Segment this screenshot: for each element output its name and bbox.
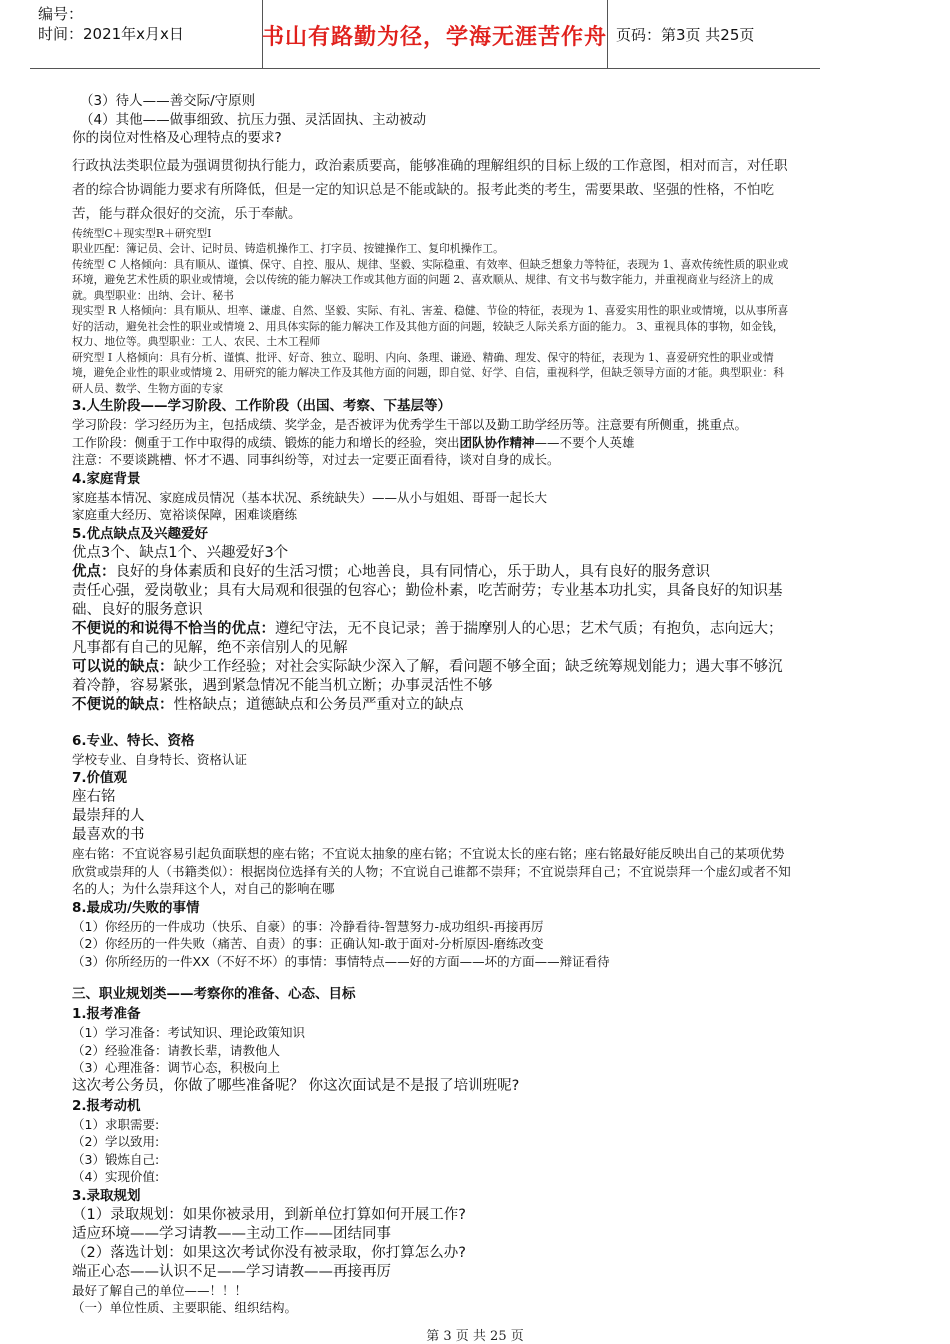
text-line: 工作阶段：侧重于工作中取得的成绩、锻炼的能力和增长的经验，突出团队协作精神——不要个人英雄 [72, 434, 635, 450]
text-line: 你的岗位对性格及心理特点的要求? [72, 130, 282, 146]
header-date: 时间：2021年x月x日 [38, 25, 184, 43]
text-line: （2）你经历的一件失败（痛苦、自责）的事：正确认知-敢于面对-分析原因-磨练改变 [72, 936, 544, 951]
text-line: 传统型C＋现实型R＋研究型I [72, 226, 212, 240]
spacer [72, 715, 792, 731]
paragraph: 行政执法类职位最为强调贯彻执行能力，政治素质要高，能够准确的理解组织的目标上级的工作意图，相对而言，对任职者的综合协调能力要求有所降低，但是一定的知识总是不能或缺的。报考此类的考生，需要果敢、坚强的性格，不怕吃苦，能与群众很好的交流，乐于奉献。 [72, 157, 788, 222]
text-line: （2）经验准备：请教长辈，请教他人 [72, 1042, 280, 1058]
text-line: 职业匹配：簿记员、会计、记时员、铸造机操作工、打字员、按键操作工、复印机操作工。 [72, 242, 504, 255]
text-line: （3）锻炼自己: [72, 1151, 160, 1167]
page-header [30, 0, 820, 69]
text-line: （3）待人——善交际/守原则 [80, 93, 256, 109]
text-line: 最好了解自己的单位——！！！ [72, 1282, 248, 1298]
text-line: 座右铭 [72, 789, 116, 805]
section-heading: 8.最成功/失败的事情 [72, 899, 200, 916]
header-divider [607, 0, 608, 68]
section-heading: 三、职业规划类——考察你的准备、心态、目标 [72, 986, 356, 1002]
text-line: （4）实现价值: [72, 1169, 160, 1184]
section-heading: 4.家庭背景 [72, 470, 141, 487]
text-line: （2）落选计划：如果这次考试你没有被录取，你打算怎么办? [72, 1244, 466, 1261]
text-line: 这次考公务员，你做了哪些准备呢？ 你这次面试是不是报了培训班呢? [72, 1077, 520, 1094]
header-number-label: 编号： [38, 5, 84, 23]
text-line: （一）单位性质、主要职能、组织结构。 [72, 1300, 298, 1315]
text-line: （4）其他——做事细致、抗压力强、灵活固执、主动被动 [80, 111, 427, 128]
paragraph: 不便说的和说得不恰当的优点：遵纪守法，无不良记录；善于揣摩别人的心思；艺术气质；有抱负，志向远大；凡事都有自己的见解，绝不亲信别人的见解 [72, 620, 783, 656]
section-heading: 3.人生阶段——学习阶段、工作阶段（出国、考察、下基层等） [72, 398, 452, 414]
paragraph: 可以说的缺点：缺少工作经验；对社会实际缺少深入了解，看问题不够全面；缺乏统筹规划能力；遇大事不够沉着冷静，容易紧张，遇到紧急情况不能当机立断；办事灵活性不够 [72, 658, 783, 694]
text-line: 端正心态——认识不足——学习请教——再接再厉 [72, 1263, 391, 1280]
section-heading: 6.专业、特长、资格 [72, 732, 195, 749]
paragraph: 座右铭：不宜说容易引起负面联想的座右铭；不宜说太抽象的座右铭；不宜说太长的座右铭；座右铭最好能反映出自己的某项优势 [72, 846, 785, 861]
text-line: 学校专业、自身特长、资格认证 [72, 751, 248, 767]
text-line: （3）心理准备：调节心态，积极向上 [72, 1060, 280, 1075]
paragraph: 欣赏或崇拜的人（书籍类似）：根据岗位选择有关的人物；不宜说自己谁都不崇拜；不宜说崇拜自己；不宜说崇拜一个虚幻或者不知名的人；为什么崇拜这个人，对自己的影响在哪 [72, 863, 791, 896]
header-meta [38, 4, 260, 44]
text-line: 家庭重大经历、宽裕谈保障，困难谈磨练 [72, 507, 298, 522]
header-page-info: 页码：第3页 共25页 [616, 26, 755, 44]
paragraph: 研究型 I 人格倾向：具有分析、谨慎、批评、好奇、独立、聪明、内向、条理、谦逊、精确、理发、保守的特征，表现为 1、喜爱研究性的职业或情境，避免企业性的职业或情境 2、用研究的能力解决工作及其他方面的问题，即自觉、好学、自信，重视科学，但缺乏领导方面的才能。典型职业：科研人员、数学、生物方面的专家 [72, 350, 785, 395]
section-heading: 2.报考动机 [72, 1097, 141, 1114]
paragraph: 现实型 R 人格倾向：具有顺从、坦率、谦虚、自然、坚毅、实际、有礼、害羞、稳健、节俭的特征，表现为 1、喜爱实用性的职业或情境，以从事所喜好的活动，避免社会性的职业或情境 2、用具体实际的能力解决工作及其他方面的问题，较缺乏人际关系方面的能力。 3、重视具体的事物，如金钱，权力、地位等。典型职业：工人、农民、土木工程师 [72, 304, 789, 348]
text-line: 学习阶段：学习经历为主，包括成绩、奖学金，是否被评为优秀学生干部以及勤工助学经历等。注意要有所侧重，挑重点。 [72, 417, 748, 432]
text-line: （1）录取规划：如果你被录用，到新单位打算如何开展工作? [72, 1206, 466, 1223]
text-line: （1）学习准备：考试知识、理论政策知识 [72, 1025, 305, 1040]
text-line: （1）你经历的一件成功（快乐、自豪）的事：冷静看待-智慧努力-成功组织-再接再厉 [72, 918, 544, 934]
section-heading: 3.录取规划 [72, 1187, 141, 1204]
text-line: 优点：良好的身体素质和良好的生活习惯；心地善良，具有同情心，乐于助人，具有良好的服务意识 [72, 563, 710, 580]
text-line: （3）你所经历的一件XX（不好不坏）的事情：事情特点——好的方面——坏的方面——辩证看待 [72, 953, 610, 969]
text-line: 家庭基本情况、家庭成员情况（基本状况、系统缺失）——从小与姐姐、哥哥一起长大 [72, 489, 548, 505]
section-heading: 5.优点缺点及兴趣爱好 [72, 525, 209, 542]
paragraph: 责任心强，爱岗敬业；具有大局观和很强的包容心；勤俭朴素，吃苦耐劳；专业基本功扎实，具备良好的知识基础、良好的服务意识 [72, 582, 783, 618]
text-line: （2）学以致用: [72, 1134, 160, 1149]
document-body [72, 92, 792, 1317]
page-footer: 第 3 页 共 25 页 [426, 1329, 524, 1344]
section-heading: 1.报考准备 [72, 1006, 141, 1022]
text-line: 注意：不要谈跳槽、怀才不遇、同事纠纷等，对过去一定要正面看待，谈对自身的成长。 [72, 452, 560, 467]
text-line: 最喜欢的书 [72, 827, 145, 843]
section-heading: 7.价值观 [72, 770, 128, 786]
text-line: 适应环境——学习请教——主动工作——团结同事 [72, 1225, 391, 1242]
text-line: 不便说的缺点：性格缺点；道德缺点和公务员严重对立的缺点 [72, 696, 464, 713]
header-motto: 书山有路勤为径，学海无涯苦作舟 [262, 25, 608, 50]
text-line: 优点3个、缺点1个、兴趣爱好3个 [72, 544, 289, 561]
text-line: 最崇拜的人 [72, 808, 145, 824]
text-line: （1）求职需要: [72, 1116, 160, 1132]
paragraph: 传统型 C 人格倾向：具有顺从、谨慎、保守、自控、服从、规律、坚毅、实际稳重、有效率、但缺乏想象力等特征，表现为 1、喜欢传统性质的职业或环境，避免艺术性质的职业或情境，会以传统的能力解决工作或其他方面的问题 2、喜欢顺从、规律、有文书与数字能力，并重视商业与经济上的成就。典型职业：出纳、会计、秘书 [72, 257, 789, 302]
spacer [72, 970, 792, 984]
